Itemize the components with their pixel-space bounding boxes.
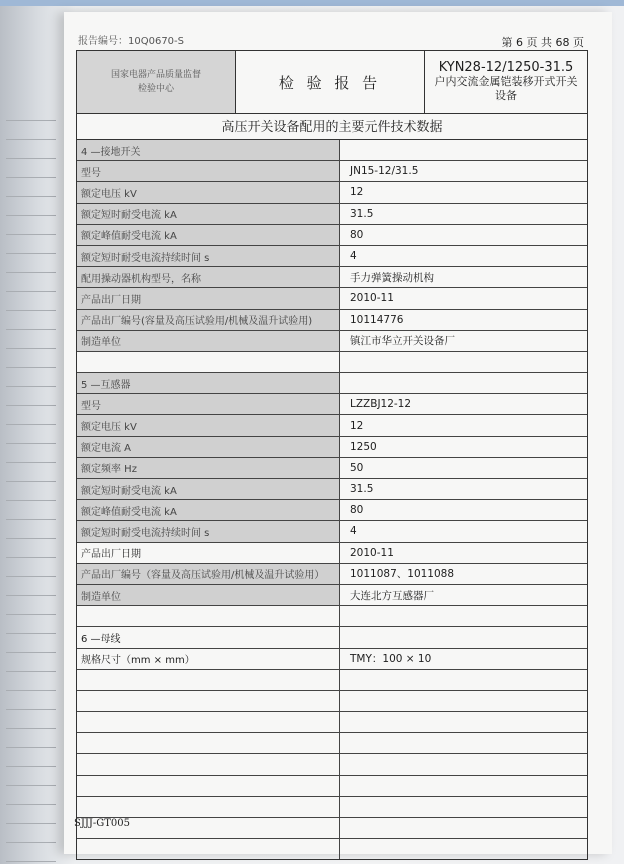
previous-page-edge (0, 20, 62, 840)
parameter-value: 1250 (350, 440, 377, 453)
table-row (77, 754, 587, 775)
parameter-label: 额定短时耐受电流持续时间 s (77, 521, 340, 541)
parameter-label: 规格尺寸（mm × mm） (77, 649, 340, 669)
table-row (77, 331, 587, 352)
table-row (77, 712, 587, 733)
ghost-line (6, 500, 56, 501)
parameter-label (77, 691, 340, 711)
parameter-label: 产品出厂编号(容量及高压试验用/机械及温升试验用) (77, 310, 340, 330)
parameter-value (340, 754, 587, 774)
ghost-line (6, 671, 56, 672)
product-name-line-2: 设备 (495, 89, 517, 102)
parameter-label: 制造单位 (77, 331, 340, 351)
parameter-value (340, 733, 587, 753)
parameter-label: 产品出厂日期 (77, 288, 340, 308)
ghost-line (6, 348, 56, 349)
ghost-line (6, 291, 56, 292)
ghost-line (6, 652, 56, 653)
parameter-value: LZZBJ12-12 (350, 398, 412, 411)
ghost-line (6, 310, 56, 311)
parameter-label: 额定电流 A (77, 437, 340, 457)
product-model: KYN28-12/1250-31.5 (438, 60, 574, 75)
parameter-value (340, 839, 587, 859)
parameter-value: TMY：100 × 10 (350, 653, 432, 666)
parameter-value (340, 606, 587, 626)
table-row (77, 288, 587, 309)
parameter-label: 5 —互感器 (77, 373, 340, 393)
table-row (77, 776, 587, 797)
parameter-value: 2010-11 (350, 292, 394, 305)
parameter-value (340, 373, 587, 393)
ghost-line (6, 234, 56, 235)
parameter-value: 10114776 (350, 313, 404, 326)
table-row (77, 161, 587, 182)
parameter-value: 80 (350, 504, 364, 517)
table-row (77, 585, 587, 606)
parameter-value: 手力弹簧操动机构 (350, 271, 434, 284)
components-data-table (76, 112, 588, 860)
parameter-value: 12 (350, 419, 364, 432)
parameter-value (340, 140, 587, 160)
table-row (77, 204, 587, 225)
parameter-label (77, 670, 340, 690)
parameter-label: 额定短时耐受电流 kA (77, 479, 340, 499)
table-row (77, 267, 587, 288)
parameter-label: 额定峰值耐受电流 kA (77, 225, 340, 245)
table-row (77, 140, 587, 161)
report-number: 报告编号：10Q0670-S (78, 36, 185, 47)
parameter-label: 额定短时耐受电流 kA (77, 204, 340, 224)
ghost-line (6, 728, 56, 729)
table-row (77, 564, 587, 585)
ghost-line (6, 823, 56, 824)
parameter-label: 配用操动器机构型号，名称 (77, 267, 340, 287)
parameter-value: 50 (350, 461, 364, 474)
parameter-label: 产品出厂编号（容量及高压试验用/机械及温升试验用） (77, 564, 340, 584)
parameter-value: 12 (350, 186, 364, 199)
table-row (77, 437, 587, 458)
issuing-organization (77, 51, 236, 113)
ghost-line (6, 481, 56, 482)
parameter-value: 大连北方互感器厂 (350, 589, 434, 602)
table-row (77, 373, 587, 394)
parameter-value: 1011087、1011088 (350, 568, 455, 581)
table-row (77, 310, 587, 331)
table-row (77, 458, 587, 479)
window-top-bar (0, 0, 624, 6)
parameter-label: 额定频率 Hz (77, 458, 340, 478)
table-row (77, 394, 587, 415)
table-row (77, 691, 587, 712)
table-row (77, 627, 587, 648)
ghost-line (6, 386, 56, 387)
page-number: 第 6 页 共 68 页 (501, 36, 584, 49)
ghost-line (6, 139, 56, 140)
ghost-line (6, 196, 56, 197)
table-row (77, 352, 587, 373)
ghost-line (6, 367, 56, 368)
parameter-value: JN15-12/31.5 (350, 165, 419, 178)
table-row (77, 415, 587, 436)
table-row (77, 182, 587, 203)
parameter-label (77, 352, 340, 372)
document-title: 检 验 报 告 (236, 51, 425, 113)
parameter-label: 制造单位 (77, 585, 340, 605)
parameter-label: 型号 (77, 161, 340, 181)
ghost-line (6, 633, 56, 634)
ghost-line (6, 329, 56, 330)
parameter-value: 31.5 (350, 207, 374, 220)
parameter-value: 31.5 (350, 483, 374, 496)
ghost-line (6, 614, 56, 615)
parameter-value (340, 352, 587, 372)
ghost-line (6, 576, 56, 577)
parameter-label: 额定电压 kV (77, 182, 340, 202)
report-header (76, 50, 588, 114)
parameter-value: 80 (350, 228, 364, 241)
form-code: SJJJ-GT005 (74, 818, 131, 829)
table-row (77, 839, 587, 859)
parameter-label (77, 797, 340, 817)
ghost-line (6, 177, 56, 178)
ghost-line (6, 443, 56, 444)
parameter-value: 2010-11 (350, 546, 394, 559)
ghost-line (6, 538, 56, 539)
parameter-value (340, 818, 587, 838)
ghost-line (6, 690, 56, 691)
parameter-label: 额定峰值耐受电流 kA (77, 500, 340, 520)
ghost-line (6, 215, 56, 216)
ghost-line (6, 766, 56, 767)
parameter-value (340, 797, 587, 817)
ghost-line (6, 842, 56, 843)
ghost-line (6, 785, 56, 786)
ghost-line (6, 557, 56, 558)
ghost-line (6, 424, 56, 425)
parameter-label (77, 733, 340, 753)
parameter-label (77, 754, 340, 774)
org-line-2: 检验中心 (137, 84, 174, 94)
product-name-line-1: 户内交流金属铠装移开式开关 (434, 75, 578, 88)
ghost-line (6, 120, 56, 121)
parameter-label: 产品出厂日期 (77, 543, 340, 563)
parameter-label: 6 —母线 (77, 627, 340, 647)
table-row (77, 479, 587, 500)
parameter-value: 镇江市华立开关设备厂 (350, 335, 455, 348)
parameter-value: 4 (350, 525, 357, 538)
table-row (77, 246, 587, 267)
table-row (77, 500, 587, 521)
ghost-line (6, 747, 56, 748)
parameter-value (340, 691, 587, 711)
ghost-line (6, 158, 56, 159)
table-row (77, 543, 587, 564)
parameter-label (77, 776, 340, 796)
ghost-line (6, 595, 56, 596)
table-row (77, 797, 587, 818)
parameter-label (77, 606, 340, 626)
parameter-label: 额定电压 kV (77, 415, 340, 435)
table-row (77, 225, 587, 246)
parameter-value: 4 (350, 250, 357, 263)
ghost-line (6, 405, 56, 406)
ghost-line (6, 253, 56, 254)
parameter-label (77, 712, 340, 732)
table-row (77, 733, 587, 754)
ghost-line (6, 462, 56, 463)
parameter-value (340, 670, 587, 690)
parameter-value (340, 776, 587, 796)
parameter-value (340, 627, 587, 647)
table-row (77, 606, 587, 627)
ghost-line (6, 709, 56, 710)
ghost-line (6, 861, 56, 862)
table-row (77, 521, 587, 542)
table-body (77, 140, 587, 859)
table-title: 高压开关设备配用的主要元件技术数据 (77, 112, 587, 140)
product-info (425, 51, 587, 113)
table-row (77, 818, 587, 839)
parameter-label: 型号 (77, 394, 340, 414)
ghost-line (6, 272, 56, 273)
parameter-label (77, 839, 340, 859)
org-line-1: 国家电器产品质量监督 (110, 70, 201, 80)
report-page (64, 12, 612, 854)
ghost-line (6, 519, 56, 520)
parameter-label: 额定短时耐受电流持续时间 s (77, 246, 340, 266)
table-row (77, 649, 587, 670)
table-row (77, 670, 587, 691)
parameter-label: 4 —接地开关 (77, 140, 340, 160)
ghost-line (6, 804, 56, 805)
parameter-value (340, 712, 587, 732)
